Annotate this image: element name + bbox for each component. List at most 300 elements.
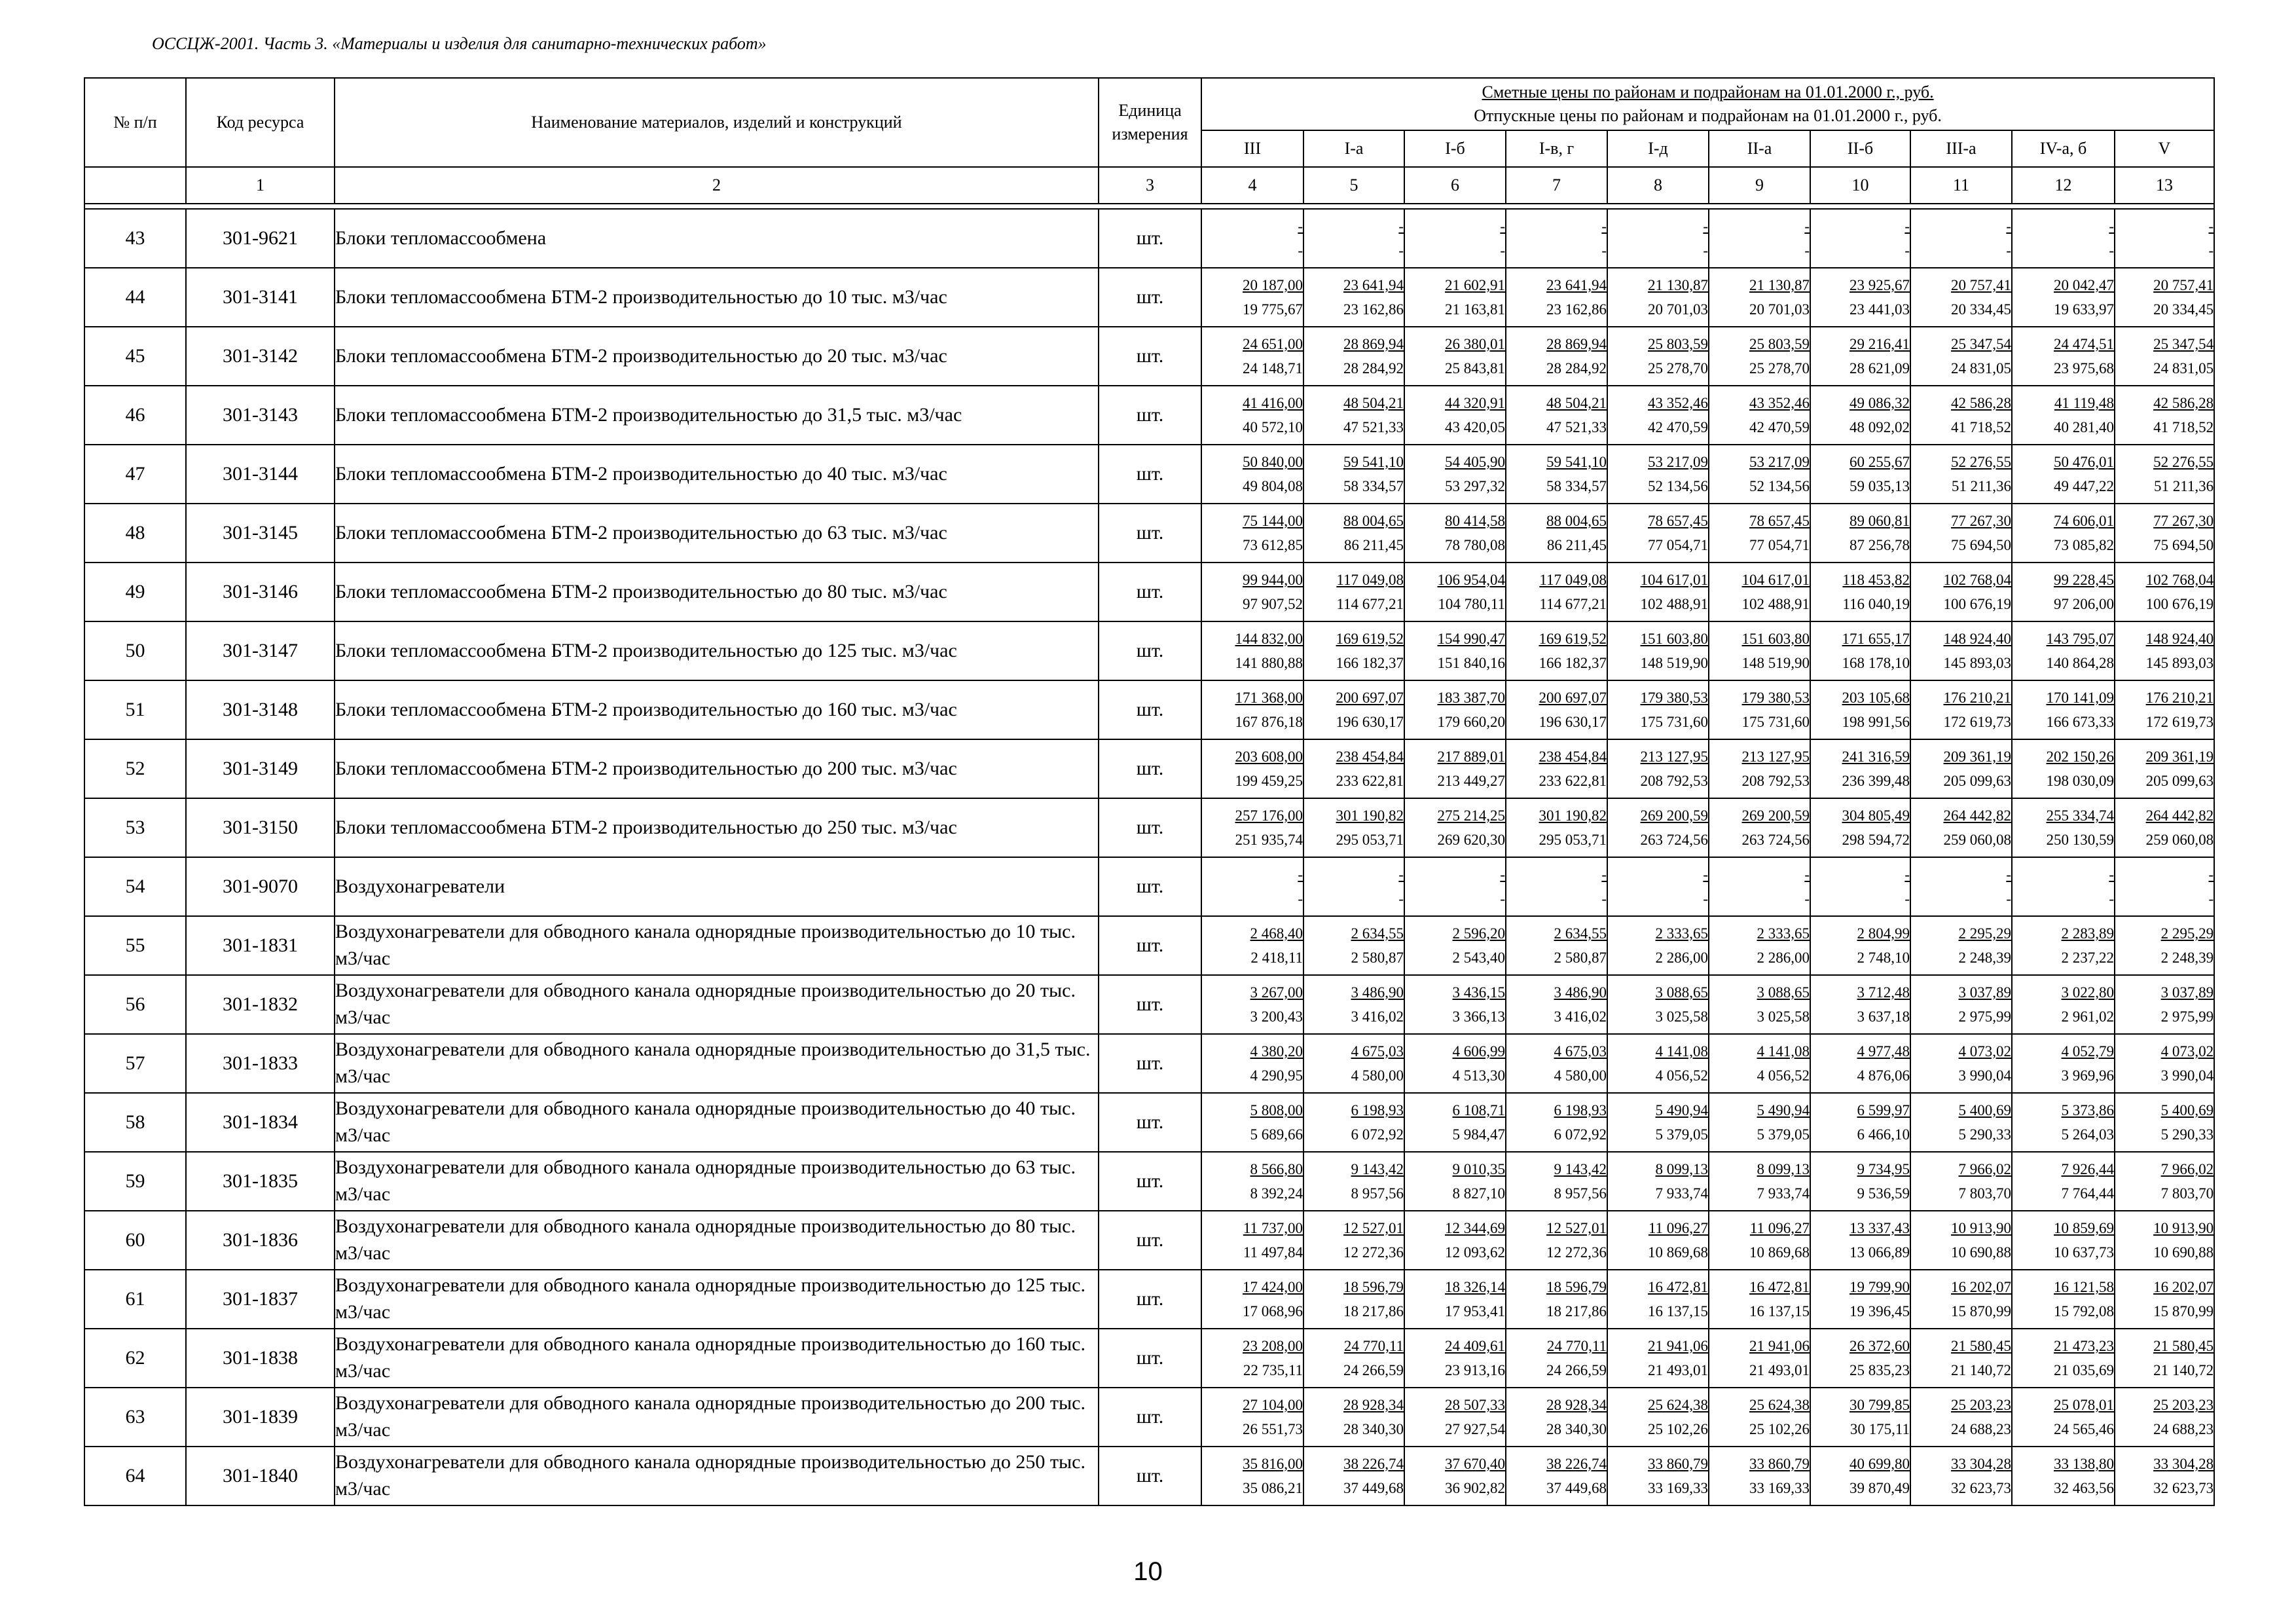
estimate-price: 21 473,23 [2054,1338,2114,1354]
estimate-price: 53 217,09 [1648,454,1708,470]
release-price: 10 869,68 [1648,1244,1708,1261]
header-column-number: 10 [1810,167,1910,204]
price-cell [1201,386,1303,445]
estimate-price: 24 770,11 [1343,1338,1404,1354]
estimate-price: 6 599,97 [1857,1102,1910,1118]
price-cell [1607,1093,1709,1152]
release-price: - [1298,242,1303,259]
unit: шт. [1099,1093,1201,1152]
release-price: 32 623,73 [2153,1480,2214,1496]
estimate-price: 25 347,54 [1951,336,2011,352]
price-cell [1709,1152,1810,1211]
estimate-price: 2 804,99 [1857,925,1910,942]
price-cell [2115,504,2214,563]
estimate-price: 5 400,69 [1958,1102,2011,1118]
estimate-price: 16 472,81 [1648,1279,1708,1295]
price-cell [1910,1034,2012,1093]
release-price: 172 619,73 [1943,714,2011,730]
price-cell [1506,1034,1607,1093]
header-zone: III [1201,130,1303,167]
row-number: 61 [84,1270,186,1329]
price-cell [1303,386,1404,445]
release-price: 3 200,43 [1250,1008,1303,1025]
price-cell [1201,1447,1303,1505]
price-cell [1404,739,1506,798]
release-price: 4 290,95 [1250,1067,1303,1084]
estimate-price: 49 086,32 [1850,395,1910,411]
release-price: 24 688,23 [2153,1421,2214,1437]
release-price: 148 519,90 [1741,655,1810,671]
estimate-price: 25 347,54 [2153,336,2214,352]
estimate-price: 25 624,38 [1749,1397,1810,1413]
release-price: 259 060,08 [1943,832,2011,848]
estimate-price: 77 267,30 [1951,513,2011,529]
row-number: 48 [84,504,186,563]
release-price: 102 488,91 [1640,596,1708,612]
release-price: - [2109,242,2114,259]
release-price: 179 660,20 [1437,714,1505,730]
price-cell [1506,1388,1607,1447]
unit: шт. [1099,975,1201,1034]
price-cell [1506,680,1607,739]
price-cell [1506,327,1607,386]
release-price: 23 913,16 [1445,1362,1505,1378]
header-zone: I-д [1607,130,1709,167]
table-row [84,1093,2214,1152]
item-name: Воздухонагреватели для обводного канала однорядные производительностью до 80 тыс. м3/час [335,1211,1099,1270]
release-price: 33 169,33 [1749,1480,1810,1496]
price-cell [2115,1211,2214,1270]
resource-code: 301-1837 [186,1270,335,1329]
release-price: 9 536,59 [1857,1185,1910,1202]
estimate-price: 9 010,35 [1452,1161,1505,1177]
estimate-price: 2 468,40 [1250,925,1303,942]
release-price: 25 278,70 [1749,360,1810,377]
release-price: 10 869,68 [1749,1244,1810,1261]
price-cell [1404,857,1506,916]
header-column-number: 13 [2115,167,2214,204]
price-cell [1810,680,1910,739]
estimate-price: - [2006,866,2011,883]
price-cell [2012,504,2115,563]
price-cell [2012,857,2115,916]
release-price: - [1804,242,1810,259]
release-price: 2 975,99 [1958,1008,2011,1025]
price-cell [1506,1211,1607,1270]
estimate-price: 264 442,82 [1943,807,2011,824]
estimate-price: 202 150,26 [2046,748,2114,765]
price-cell [1810,1211,1910,1270]
release-price: 20 334,45 [1951,301,2011,318]
release-price: 16 137,15 [1648,1303,1708,1320]
resource-code: 301-1840 [186,1447,335,1505]
release-price: 3 990,04 [2160,1067,2214,1084]
header-zone: IV-а, б [2012,130,2115,167]
header-code: Код ресурса [186,78,335,167]
estimate-price: 42 586,28 [1951,395,2011,411]
price-cell [1607,621,1709,680]
release-price: 24 831,05 [1951,360,2011,377]
estimate-price: 28 869,94 [1343,336,1404,352]
release-price: 23 441,03 [1850,301,1910,318]
price-cell [1303,621,1404,680]
estimate-price: 151 603,80 [1640,631,1708,647]
table-row [84,739,2214,798]
header-column-number: 1 [186,167,335,204]
price-cell [1810,975,1910,1034]
price-cell [1910,916,2012,975]
release-price: 196 630,17 [1336,714,1404,730]
release-price: 3 969,96 [2061,1067,2114,1084]
header-column-number: 2 [335,167,1099,204]
estimate-price: 117 049,08 [1336,572,1404,588]
price-cell [1910,563,2012,621]
release-price: 21 140,72 [1951,1362,2011,1378]
estimate-price: 99 944,00 [1243,572,1303,588]
release-price: 5 264,03 [2061,1126,2114,1143]
release-price: 263 724,56 [1741,832,1810,848]
unit: шт. [1099,621,1201,680]
release-price: 13 066,89 [1850,1244,1910,1261]
release-price: 168 178,10 [1842,655,1910,671]
price-cell [1709,798,1810,857]
estimate-price: 21 130,87 [1749,277,1810,293]
estimate-price: 59 541,10 [1343,454,1404,470]
release-price: 145 893,03 [1943,655,2011,671]
release-price: 15 792,08 [2054,1303,2114,1320]
price-cell [1201,445,1303,504]
release-price: 251 935,74 [1235,832,1303,848]
estimate-price: - [1804,218,1810,234]
release-price: 263 724,56 [1640,832,1708,848]
estimate-price: - [1500,218,1505,234]
estimate-price: 20 042,47 [2054,277,2114,293]
price-cell [1303,1447,1404,1505]
release-price: 28 340,30 [1343,1421,1404,1437]
estimate-price: 26 372,60 [1850,1338,1910,1354]
unit: шт. [1099,1329,1201,1388]
estimate-price: 80 414,58 [1445,513,1505,529]
table-row [84,680,2214,739]
release-price: 37 449,68 [1343,1480,1404,1496]
row-number: 44 [84,268,186,327]
unit: шт. [1099,680,1201,739]
price-cell [1303,327,1404,386]
release-price: 269 620,30 [1437,832,1505,848]
release-price: 3 990,04 [1958,1067,2011,1084]
estimate-price: 148 924,40 [1943,631,2011,647]
release-price: 4 513,30 [1452,1067,1505,1084]
release-price: 5 379,05 [1757,1126,1810,1143]
price-cell [1404,680,1506,739]
estimate-price: 43 352,46 [1648,395,1708,411]
estimate-price: 60 255,67 [1850,454,1910,470]
release-price: 11 497,84 [1243,1244,1303,1261]
estimate-price: 179 380,53 [1640,690,1708,706]
price-cell [2012,621,2115,680]
release-price: 47 521,33 [1343,419,1404,435]
header-unit: Единица измерения [1099,78,1201,167]
item-name: Воздухонагреватели для обводного канала однорядные производительностью до 40 тыс. м3/час [335,1093,1099,1152]
estimate-price: 176 210,21 [1943,690,2011,706]
release-price: 151 840,16 [1437,655,1505,671]
release-price: 2 418,11 [1250,950,1303,966]
release-price: 298 594,72 [1842,832,1910,848]
item-name: Воздухонагреватели для обводного канала однорядные производительностью до 20 тыс. м3/час [335,975,1099,1034]
price-cell [2115,563,2214,621]
release-price: 102 488,91 [1741,596,1810,612]
estimate-price: 144 832,00 [1235,631,1303,647]
table-row [84,1270,2214,1329]
header-zone: V [2115,130,2214,167]
item-name: Блоки тепломассообмена БТМ-2 производительностью до 80 тыс. м3/час [335,563,1099,621]
estimate-price: 2 596,20 [1452,925,1505,942]
header-zone: II-б [1810,130,1910,167]
table-row [84,1447,2214,1505]
release-price: - [1398,891,1404,907]
row-number: 45 [84,327,186,386]
estimate-price: 2 634,55 [1554,925,1607,942]
release-price: 28 284,92 [1546,360,1607,377]
row-number: 63 [84,1388,186,1447]
item-name: Воздухонагреватели для обводного канала однорядные производительностью до 200 тыс. м3/час [335,1388,1099,1447]
price-cell [1201,209,1303,268]
estimate-price: 25 203,23 [2153,1397,2214,1413]
estimate-price: 23 641,94 [1343,277,1404,293]
estimate-price: 12 527,01 [1343,1220,1404,1236]
release-price: 42 470,59 [1749,419,1810,435]
resource-code: 301-3149 [186,739,335,798]
release-price: 4 056,52 [1757,1067,1810,1084]
release-price: 4 580,00 [1554,1067,1607,1084]
estimate-price: 33 860,79 [1648,1456,1708,1472]
price-cell [1201,1093,1303,1152]
price-cell [1607,327,1709,386]
release-price: 2 580,87 [1351,950,1404,966]
unit: шт. [1099,798,1201,857]
release-price: 8 392,24 [1250,1185,1303,1202]
estimate-price: 213 127,95 [1741,748,1810,765]
release-price: 3 366,13 [1452,1008,1505,1025]
price-cell [1404,1093,1506,1152]
row-number: 60 [84,1211,186,1270]
row-number: 55 [84,916,186,975]
price-cell [2115,798,2214,857]
unit: шт. [1099,857,1201,916]
estimate-price: 21 602,91 [1445,277,1505,293]
price-cell [1910,1270,2012,1329]
price-cell [1404,1388,1506,1447]
page-number: 10 [1133,1557,1163,1586]
price-cell [2012,798,2115,857]
release-price: - [1398,242,1404,259]
release-price: 2 543,40 [1452,950,1505,966]
unit: шт. [1099,327,1201,386]
price-cell [1506,445,1607,504]
header-zone: I-а [1303,130,1404,167]
price-cell [1404,445,1506,504]
release-price: 59 035,13 [1850,478,1910,494]
estimate-price: 4 977,48 [1857,1043,1910,1060]
release-price: 43 420,05 [1445,419,1505,435]
estimate-price: 13 337,43 [1850,1220,1910,1236]
price-cell [2115,1093,2214,1152]
price-cell [1709,327,1810,386]
release-price: 208 792,53 [1640,773,1708,789]
price-cell [1201,1270,1303,1329]
table-row [84,268,2214,327]
estimate-price: 48 504,21 [1343,395,1404,411]
release-price: 27 927,54 [1445,1421,1505,1437]
release-price: 166 182,37 [1539,655,1607,671]
release-price: 24 148,71 [1243,360,1303,377]
header-colnum-blank [84,167,186,204]
estimate-price: 269 200,59 [1640,807,1708,824]
price-cell [1607,975,1709,1034]
price-cell [2012,1388,2115,1447]
price-cell [1506,563,1607,621]
estimate-price: 4 052,79 [2061,1043,2114,1060]
price-cell [1506,916,1607,975]
release-price: 250 130,59 [2046,832,2114,848]
estimate-price: 11 737,00 [1243,1220,1303,1236]
estimate-price: 6 198,93 [1351,1102,1404,1118]
row-number: 52 [84,739,186,798]
estimate-price: 200 697,07 [1336,690,1404,706]
price-cell [1404,916,1506,975]
estimate-price: 78 657,45 [1749,513,1810,529]
release-price: 25 102,26 [1648,1421,1708,1437]
header-zone: I-б [1404,130,1506,167]
resource-code: 301-3145 [186,504,335,563]
estimate-price: 21 580,45 [2153,1338,2214,1354]
table-row [84,209,2214,268]
estimate-price: 102 768,04 [2145,572,2214,588]
release-price: 15 870,99 [1951,1303,2011,1320]
estimate-price: 3 486,90 [1554,984,1607,1001]
estimate-price: 28 507,33 [1445,1397,1505,1413]
item-name: Воздухонагреватели для обводного канала однорядные производительностью до 10 тыс. м3/час [335,916,1099,975]
release-price: 28 621,09 [1850,360,1910,377]
price-cell [2012,209,2115,268]
estimate-price: 24 409,61 [1445,1338,1505,1354]
price-cell [1404,563,1506,621]
estimate-price: 3 037,89 [1958,984,2011,1001]
price-cell [1607,798,1709,857]
price-cell [1810,1329,1910,1388]
release-price: 17 953,41 [1445,1303,1505,1320]
release-price: 24 266,59 [1343,1362,1404,1378]
price-cell [1201,857,1303,916]
price-cell [1201,1152,1303,1211]
estimate-price: 29 216,41 [1850,336,1910,352]
release-price: 26 551,73 [1243,1421,1303,1437]
estimate-price: 41 416,00 [1243,395,1303,411]
release-price: 51 211,36 [2153,478,2214,494]
release-price: 21 163,81 [1445,301,1505,318]
header-column-number: 5 [1303,167,1404,204]
resource-code: 301-9621 [186,209,335,268]
release-price: 25 843,81 [1445,360,1505,377]
price-cell [1303,1329,1404,1388]
estimate-price: 2 634,55 [1351,925,1404,942]
price-cell [1201,916,1303,975]
header-num: № п/п [84,78,186,167]
estimate-price: 50 840,00 [1243,454,1303,470]
price-cell [1810,1034,1910,1093]
estimate-price: 53 217,09 [1749,454,1810,470]
resource-code: 301-3141 [186,268,335,327]
price-cell [1303,739,1404,798]
price-cell [1607,563,1709,621]
release-price: 33 169,33 [1648,1480,1708,1496]
price-cell [1709,916,1810,975]
price-cell [1810,621,1910,680]
price-cell [1810,327,1910,386]
estimate-price: 3 436,15 [1452,984,1505,1001]
estimate-price: 52 276,55 [2153,454,2214,470]
estimate-price: 5 808,00 [1250,1102,1303,1118]
release-price: 24 266,59 [1546,1362,1607,1378]
item-name: Воздухонагреватели [335,857,1099,916]
price-cell [1709,975,1810,1034]
estimate-price: 3 267,00 [1250,984,1303,1001]
estimate-price: 203 608,00 [1235,748,1303,765]
release-price: 24 688,23 [1951,1421,2011,1437]
price-cell [1201,680,1303,739]
price-cell [1506,1093,1607,1152]
header-column-number: 4 [1201,167,1303,204]
release-price: - [1298,891,1303,907]
release-price: 28 284,92 [1343,360,1404,377]
release-price: 97 206,00 [2054,596,2114,612]
price-cell [1506,386,1607,445]
estimate-price: - [2208,218,2214,234]
resource-code: 301-3146 [186,563,335,621]
estimate-price: 28 928,34 [1343,1397,1404,1413]
header-column-number: 11 [1910,167,2012,204]
price-cell [2115,621,2214,680]
release-price: 5 290,33 [1958,1126,2011,1143]
row-number: 53 [84,798,186,857]
price-cell [1201,975,1303,1034]
release-price: 87 256,78 [1850,537,1910,553]
resource-code: 301-1835 [186,1152,335,1211]
table-row [84,327,2214,386]
estimate-price: 12 344,69 [1445,1220,1505,1236]
unit: шт. [1099,1034,1201,1093]
estimate-price: 16 202,07 [1951,1279,2011,1295]
release-price: 198 991,56 [1842,714,1910,730]
price-cell [1910,621,2012,680]
price-cell [1506,975,1607,1034]
release-price: 25 278,70 [1648,360,1708,377]
release-price: 5 379,05 [1655,1126,1708,1143]
release-price: 233 622,81 [1336,773,1404,789]
price-cell [1810,1447,1910,1505]
estimate-price: 21 580,45 [1951,1338,2011,1354]
price-cell [2115,739,2214,798]
resource-code: 301-1834 [186,1093,335,1152]
price-cell [1910,975,2012,1034]
price-cell [2012,445,2115,504]
release-price: 3 416,02 [1351,1008,1404,1025]
release-price: - [1703,891,1708,907]
price-cell [1709,268,1810,327]
estimate-price: 255 334,74 [2046,807,2114,824]
estimate-price: 171 655,17 [1842,631,1910,647]
release-price: 75 694,50 [1951,537,2011,553]
